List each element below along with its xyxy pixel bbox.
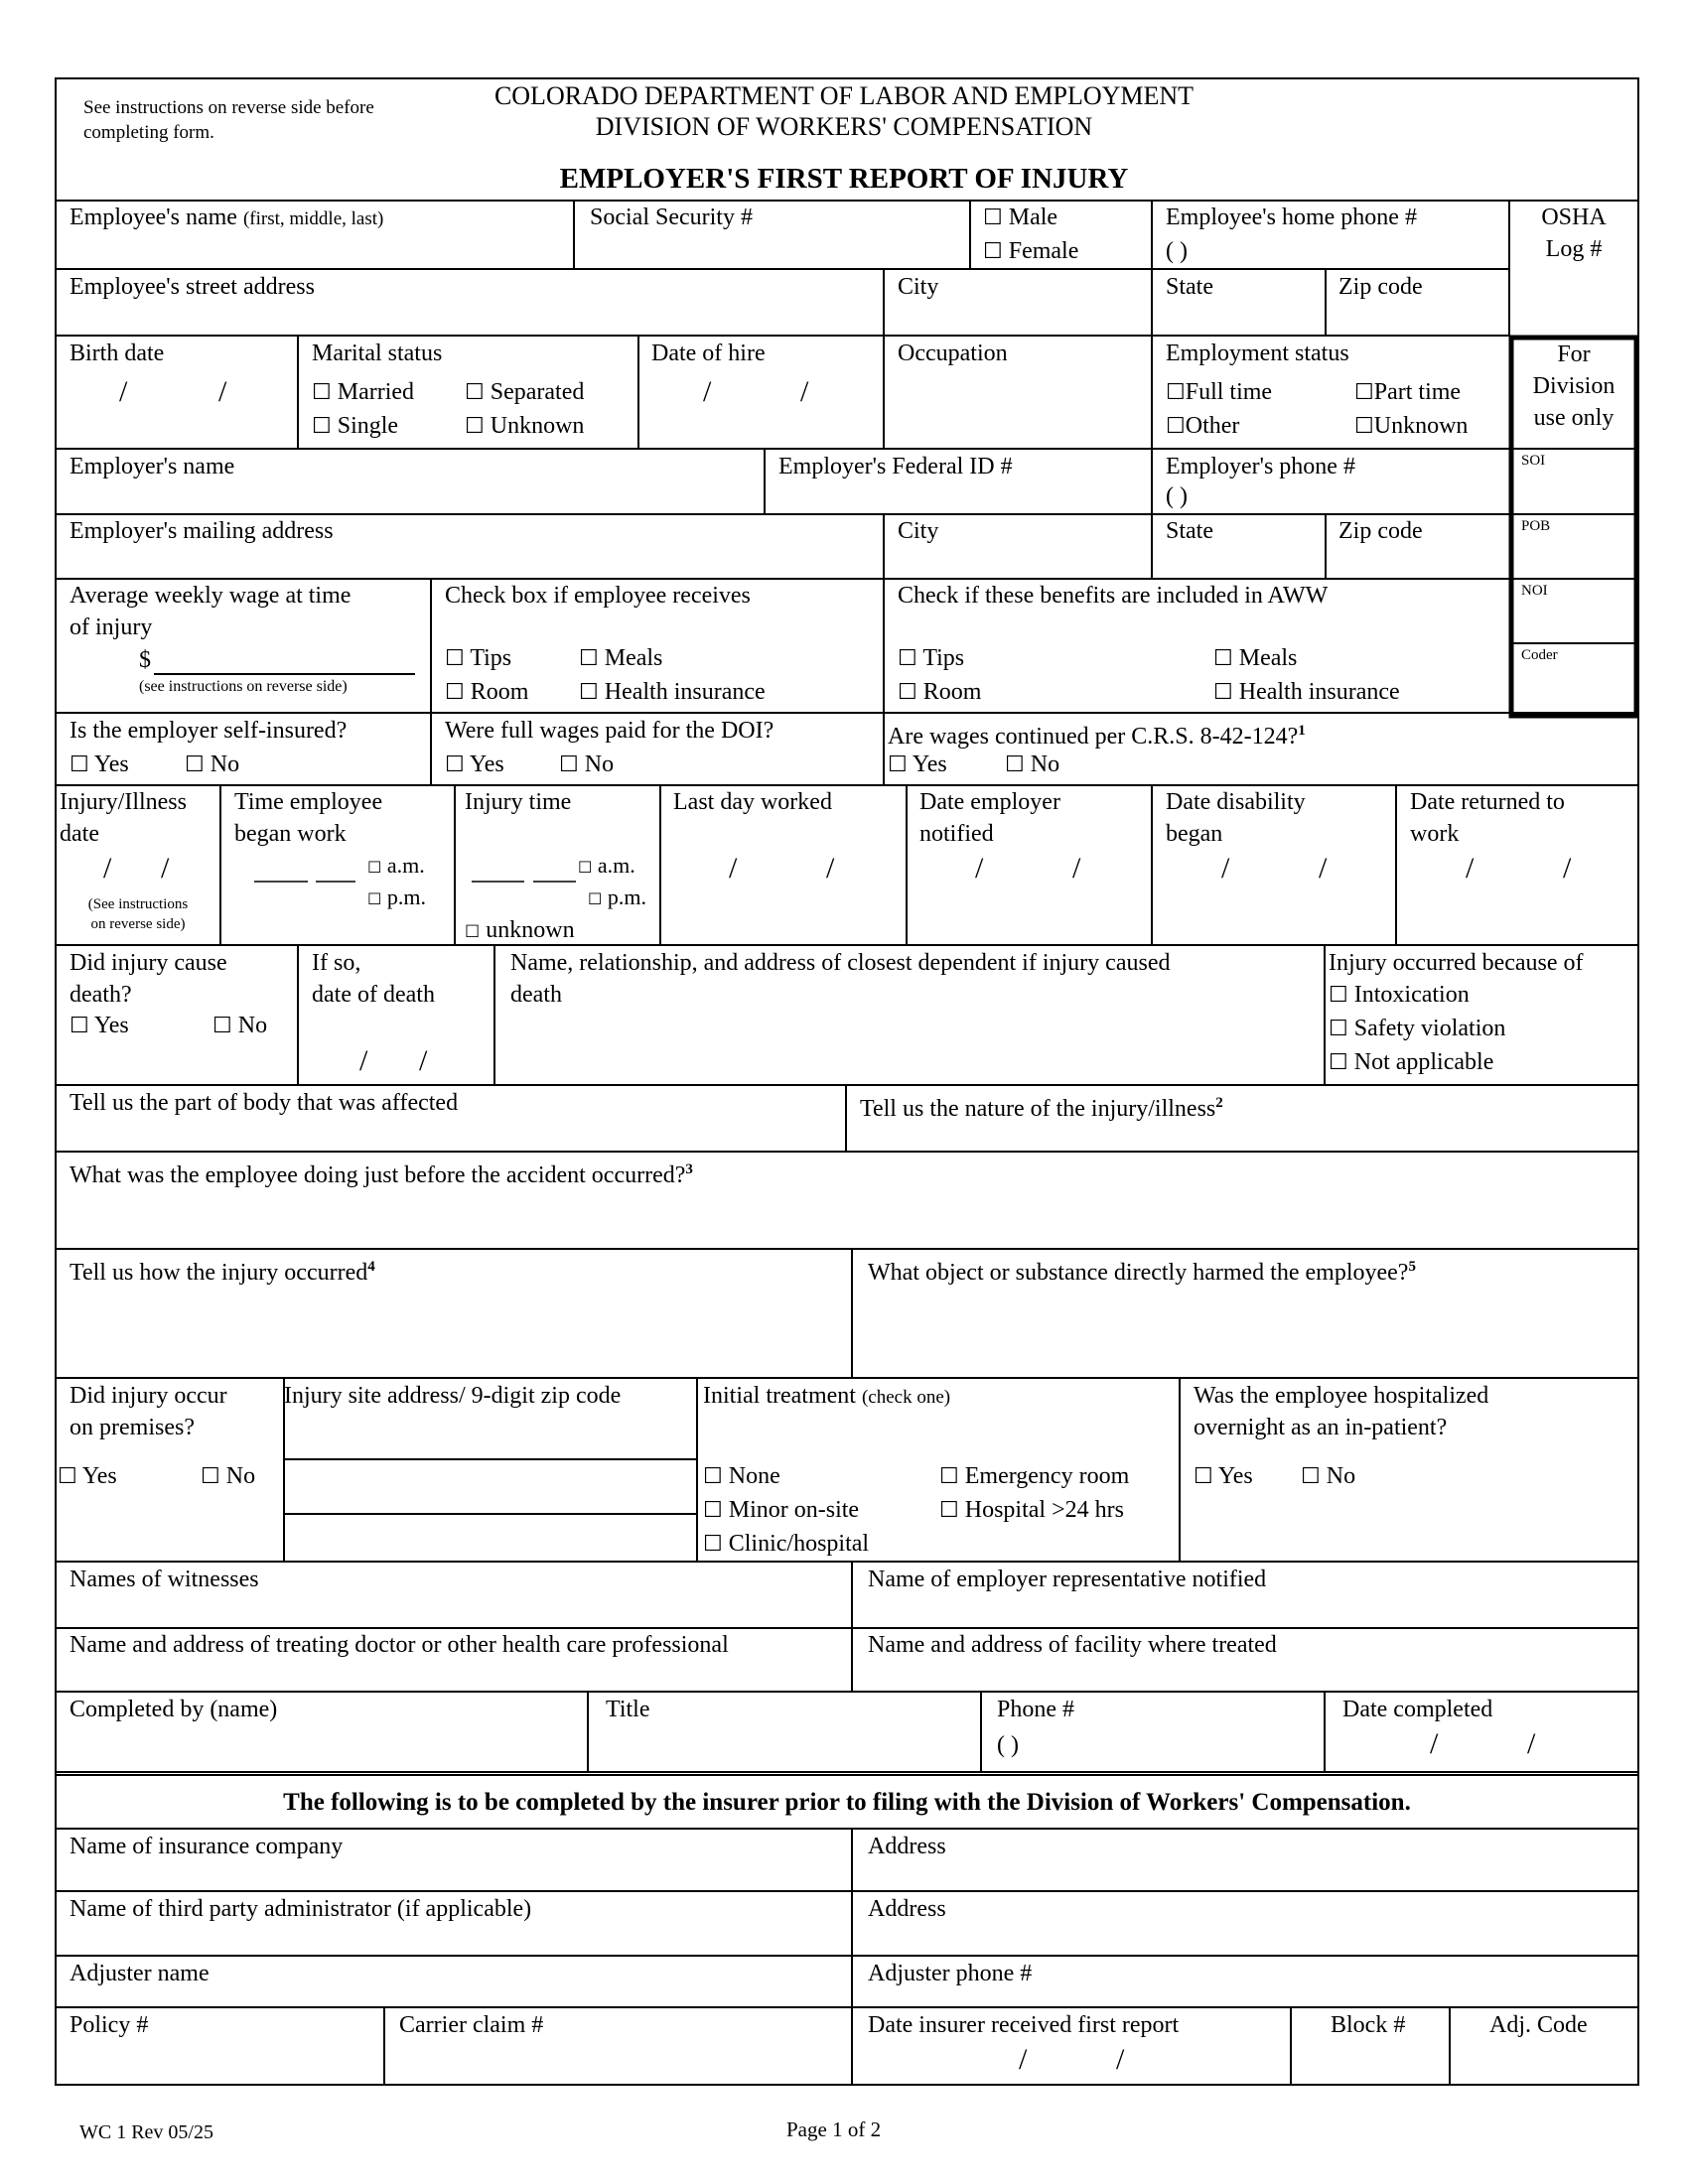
division-use-line-2: Division — [1532, 373, 1616, 399]
tpa-input[interactable] — [60, 1924, 848, 1954]
adj-code-input[interactable] — [1454, 2041, 1634, 2081]
completed-by-input[interactable] — [60, 1727, 584, 1769]
hospitalized-no-checkbox[interactable]: ☐ — [1301, 1464, 1321, 1489]
doing-input[interactable] — [60, 1187, 1634, 1245]
division-name: DIVISION OF WORKERS' COMPENSATION — [595, 112, 1093, 141]
employer-rep-input[interactable] — [856, 1594, 1634, 1626]
last-day-slash-1: / — [729, 852, 738, 885]
date-received-slash-2: / — [1116, 2043, 1125, 2076]
instructions-line-2: completing form. — [83, 122, 214, 143]
title-label: Title — [606, 1697, 650, 1722]
how-input[interactable] — [60, 1285, 848, 1374]
federal-id-input[interactable] — [769, 482, 1148, 512]
employee-zip-label: Zip code — [1338, 274, 1423, 300]
premises-yes-option[interactable]: ☐ Yes — [58, 1463, 117, 1489]
wages-continued-no-checkbox[interactable]: ☐ — [1005, 752, 1025, 777]
object-label: What object or substance directly harmed the employee?$^5$ — [868, 1259, 1416, 1286]
disability-slash-2: / — [1319, 852, 1328, 885]
employment-other-option[interactable]: ☐Other — [1166, 413, 1240, 439]
treatment-er-option[interactable]: ☐ Emergency room — [939, 1463, 1130, 1489]
injury-site-line-2[interactable] — [288, 1463, 693, 1511]
death-yes-option[interactable]: ☐ Yes — [70, 1013, 129, 1038]
page-title: EMPLOYER'S FIRST REPORT OF INJURY — [559, 163, 1129, 195]
not-applicable-checkbox[interactable]: ☐ — [1329, 1050, 1348, 1075]
completer-phone-label: Phone # — [997, 1697, 1074, 1722]
last-day-slash-2: / — [826, 852, 835, 885]
aww-room-checkbox[interactable]: ☐ — [898, 680, 917, 705]
employer-city-label: City — [898, 518, 939, 544]
death-date-label-2: date of death — [312, 982, 435, 1008]
injury-time-label: Injury time — [465, 789, 572, 815]
insurer-address-label: Address — [868, 1834, 946, 1859]
treatment-hospital24-checkbox[interactable]: ☐ — [939, 1498, 959, 1523]
title-input[interactable] — [592, 1727, 977, 1769]
full-wages-no-checkbox[interactable]: ☐ — [559, 752, 579, 777]
nature-label: Tell us the nature of the injury/illness$^2$ — [860, 1095, 1223, 1122]
street-address-input[interactable] — [60, 302, 880, 334]
death-no-checkbox[interactable]: ☐ — [212, 1014, 232, 1038]
aww-label-line-1: Average weekly wage at time — [70, 583, 352, 609]
included-aww-label: Check if these benefits are included in AWW — [898, 583, 1329, 609]
date-received-label: Date insurer received first report — [868, 2012, 1180, 2038]
policy-input[interactable] — [60, 2041, 381, 2081]
disability-slash-1: / — [1221, 852, 1230, 885]
employer-mailing-input[interactable] — [60, 546, 880, 576]
began-work-label-2: began work — [234, 821, 347, 847]
marital-single-option[interactable]: ☐ Single — [312, 413, 399, 439]
self-insured-yes-option[interactable]: ☐ Yes — [70, 751, 129, 777]
employer-name-input[interactable] — [60, 482, 761, 512]
other-checkbox[interactable]: ☐ — [1166, 414, 1186, 439]
carrier-claim-label: Carrier claim # — [399, 2012, 544, 2038]
insurer-heading: The following is to be completed by the insurer prior to filing with the Division of Workers' Compensation. — [283, 1789, 1411, 1816]
receives-room-option[interactable]: ☐ Room — [445, 679, 529, 705]
notified-label-2: notified — [919, 821, 994, 847]
full-wages-yes-option[interactable]: ☐ Yes — [445, 751, 504, 777]
employer-phone-label: Employer's phone # — [1166, 454, 1355, 479]
employment-full-time-option[interactable]: ☐Full time — [1166, 379, 1273, 405]
osha-log-label: Log # — [1545, 236, 1603, 262]
premises-label-1: Did injury occur — [70, 1383, 227, 1409]
injury-time-am-option[interactable]: ☐ a.m. — [578, 853, 635, 878]
hospitalized-label-1: Was the employee hospitalized — [1194, 1383, 1489, 1409]
noi-label: NOI — [1521, 583, 1548, 599]
aww-dollar-sign: $ — [139, 647, 151, 673]
body-part-input[interactable] — [60, 1118, 842, 1150]
intoxication-checkbox[interactable]: ☐ — [1329, 983, 1348, 1008]
employee-state-input[interactable] — [1156, 302, 1323, 334]
federal-id-label: Employer's Federal ID # — [778, 454, 1013, 479]
marital-unknown-checkbox[interactable]: ☐ — [465, 414, 485, 439]
marital-unknown-option[interactable]: ☐ Unknown — [465, 413, 585, 439]
dependent-label-1: Name, relationship, and address of closest dependent if injury caused — [510, 950, 1171, 976]
death-label-2: death? — [70, 982, 132, 1008]
premises-no-checkbox[interactable]: ☐ — [201, 1464, 220, 1489]
receives-health-option[interactable]: ☐ Health insurance — [579, 679, 766, 705]
disability-label-1: Date disability — [1166, 789, 1306, 815]
hire-date-slash-1: / — [703, 375, 712, 408]
injury-site-line-3[interactable] — [288, 1518, 693, 1560]
initial-treatment-label: Initial treatment (check one) — [703, 1383, 951, 1409]
insurer-address-input[interactable] — [856, 1861, 1634, 1889]
adjuster-name-label: Adjuster name — [70, 1961, 210, 1986]
last-day-worked-label: Last day worked — [673, 789, 832, 815]
married-checkbox[interactable]: ☐ — [312, 380, 332, 405]
home-phone-label: Employee's home phone # — [1166, 205, 1417, 230]
receives-room-checkbox[interactable]: ☐ — [445, 680, 465, 705]
hospitalized-yes-option[interactable]: ☐ Yes — [1194, 1463, 1253, 1489]
insurance-company-label: Name of insurance company — [70, 1834, 344, 1859]
premises-yes-checkbox[interactable]: ☐ — [58, 1464, 77, 1489]
employee-zip-input[interactable] — [1329, 302, 1505, 334]
ssn-input[interactable] — [578, 234, 967, 266]
aww-tips-option[interactable]: ☐ Tips — [898, 645, 965, 671]
date-completed-slash-1: / — [1430, 1727, 1439, 1760]
aww-label-line-2: of injury — [70, 614, 153, 640]
receives-health-checkbox[interactable]: ☐ — [579, 680, 599, 705]
witnesses-label: Names of witnesses — [70, 1567, 259, 1592]
employer-mailing-label: Employer's mailing address — [70, 518, 334, 544]
death-date-label-1: If so, — [312, 950, 361, 976]
completed-by-label: Completed by (name) — [70, 1697, 278, 1722]
date-completed-slash-2: / — [1527, 1727, 1536, 1760]
division-use-line-1: For — [1557, 341, 1591, 367]
began-work-pm-checkbox[interactable]: ☐ — [367, 889, 382, 908]
aww-note: (see instructions on reverse side) — [139, 678, 348, 695]
male-checkbox[interactable]: ☐ — [983, 205, 1003, 230]
began-work-am-option[interactable]: ☐ a.m. — [367, 853, 425, 878]
treatment-none-option[interactable]: ☐ None — [703, 1463, 780, 1489]
block-input[interactable] — [1295, 2041, 1446, 2081]
treatment-minor-checkbox[interactable]: ☐ — [703, 1498, 723, 1523]
employee-city-input[interactable] — [888, 302, 1148, 334]
employer-phone-paren: ( ) — [1166, 483, 1188, 509]
aww-input[interactable] — [157, 643, 413, 673]
death-no-option[interactable]: ☐ No — [212, 1013, 268, 1038]
doctor-label: Name and address of treating doctor or other health care professional — [70, 1632, 729, 1658]
dependent-label-2: death — [510, 982, 562, 1008]
aww-room-option[interactable]: ☐ Room — [898, 679, 982, 705]
hire-date-slash-2: / — [800, 375, 809, 408]
injury-date-slash-1: / — [103, 852, 112, 885]
block-label: Block # — [1331, 2012, 1406, 2038]
employment-part-time-option[interactable]: ☐Part time — [1354, 379, 1462, 405]
injury-date-label-2: date — [60, 821, 99, 847]
doing-label: What was the employee doing just before the accident occurred?$^3$ — [70, 1161, 693, 1188]
adjuster-name-input[interactable] — [258, 1959, 848, 2004]
aww-tips-checkbox[interactable]: ☐ — [898, 646, 917, 671]
treatment-clinic-checkbox[interactable]: ☐ — [703, 1532, 723, 1557]
division-use-line-3: use only — [1533, 405, 1615, 431]
wages-continued-yes-option[interactable]: ☐ Yes — [888, 751, 947, 777]
insurance-company-input[interactable] — [60, 1861, 848, 1889]
injury-date-note-2: on reverse side) — [90, 916, 186, 932]
marital-married-option[interactable]: ☐ Married — [312, 379, 415, 405]
self-insured-no-checkbox[interactable]: ☐ — [185, 752, 205, 777]
street-address-label: Employee's street address — [70, 274, 315, 300]
adjuster-phone-label: Adjuster phone # — [868, 1961, 1033, 1986]
because-label: Injury occurred because of — [1329, 950, 1584, 976]
occupation-input[interactable] — [888, 373, 1148, 445]
full-time-checkbox[interactable]: ☐ — [1166, 380, 1186, 405]
coder-label: Coder — [1521, 647, 1558, 663]
aww-health-option[interactable]: ☐ Health insurance — [1213, 679, 1400, 705]
began-work-am-checkbox[interactable]: ☐ — [367, 858, 382, 877]
instructions-line-1: See instructions on reverse side before — [83, 97, 374, 118]
birth-date-slash-1: / — [119, 375, 128, 408]
employer-city-input[interactable] — [888, 546, 1148, 576]
treatment-none-checkbox[interactable]: ☐ — [703, 1464, 723, 1489]
object-input[interactable] — [856, 1285, 1634, 1374]
returned-label-2: work — [1410, 821, 1460, 847]
injury-site-label: Injury site address/ 9-digit zip code — [284, 1383, 622, 1409]
marital-status-label: Marital status — [312, 341, 443, 366]
injury-date-note-1: (See instructions — [87, 896, 189, 912]
premises-label-2: on premises? — [70, 1415, 195, 1440]
hospitalized-yes-checkbox[interactable]: ☐ — [1194, 1464, 1213, 1489]
date-completed-label: Date completed — [1342, 1697, 1493, 1722]
employment-unknown-option[interactable]: ☐Unknown — [1354, 413, 1469, 439]
tpa-address-label: Address — [868, 1896, 946, 1922]
hospitalized-label-2: overnight as an in-patient? — [1194, 1415, 1448, 1440]
injury-time-am-checkbox[interactable]: ☐ — [578, 858, 593, 877]
home-phone-paren: ( ) — [1166, 238, 1188, 264]
female-checkbox[interactable]: ☐ — [983, 239, 1003, 264]
employee-state-label: State — [1166, 274, 1213, 300]
because-safety-option[interactable]: ☐ Safety violation — [1329, 1016, 1506, 1041]
began-work-label-1: Time employee — [234, 789, 383, 815]
facility-label: Name and address of facility where treated — [868, 1632, 1277, 1658]
employee-city-label: City — [898, 274, 939, 300]
completer-phone-paren: ( ) — [997, 1732, 1019, 1758]
notified-slash-1: / — [975, 852, 984, 885]
full-wages-no-option[interactable]: ☐ No — [559, 751, 615, 777]
employer-rep-label: Name of employer representative notified — [868, 1567, 1267, 1592]
self-insured-yes-checkbox[interactable]: ☐ — [70, 752, 89, 777]
employer-phone-input[interactable] — [1261, 482, 1505, 512]
receives-meals-option[interactable]: ☐ Meals — [579, 645, 663, 671]
wages-continued-no-option[interactable]: ☐ No — [1005, 751, 1060, 777]
death-date-slash-2: / — [419, 1044, 428, 1077]
treatment-minor-option[interactable]: ☐ Minor on-site — [703, 1497, 860, 1523]
aww-health-checkbox[interactable]: ☐ — [1213, 680, 1233, 705]
ssn-label: Social Security # — [590, 205, 753, 230]
adjuster-phone-input[interactable] — [1072, 1959, 1634, 2004]
injury-site-line-1[interactable] — [288, 1414, 693, 1455]
notified-label-1: Date employer — [919, 789, 1060, 815]
how-label: Tell us how the injury occurred$^4$ — [70, 1259, 375, 1286]
marital-separated-option[interactable]: ☐ Separated — [465, 379, 585, 405]
gender-male-option[interactable]: ☐ Male — [983, 205, 1058, 230]
nature-input[interactable] — [856, 1118, 1634, 1150]
pob-label: POB — [1521, 518, 1551, 534]
witnesses-input[interactable] — [60, 1594, 848, 1626]
hospitalized-no-option[interactable]: ☐ No — [1301, 1463, 1356, 1489]
body-part-label: Tell us the part of body that was affected — [70, 1090, 459, 1116]
gender-female-option[interactable]: ☐ Female — [983, 238, 1079, 264]
dependent-input[interactable] — [502, 1013, 1321, 1082]
safety-violation-checkbox[interactable]: ☐ — [1329, 1017, 1348, 1041]
employee-name-input[interactable] — [60, 234, 570, 266]
employer-name-label: Employer's name — [70, 454, 235, 479]
treatment-er-checkbox[interactable]: ☐ — [939, 1464, 959, 1489]
wages-continued-label: Are wages continued per C.R.S. 8-42-124?$^1$ — [888, 723, 1306, 750]
policy-label: Policy # — [70, 2012, 149, 2038]
aww-meals-option[interactable]: ☐ Meals — [1213, 645, 1298, 671]
injury-date-label-1: Injury/Illness — [60, 789, 187, 815]
injury-time-pm-checkbox[interactable]: ☐ — [588, 889, 603, 908]
doctor-input[interactable] — [60, 1660, 848, 1690]
because-intoxication-option[interactable]: ☐ Intoxication — [1329, 982, 1470, 1008]
department-name: COLORADO DEPARTMENT OF LABOR AND EMPLOYMENT — [493, 81, 1195, 110]
tpa-address-input[interactable] — [856, 1924, 1634, 1954]
returned-slash-1: / — [1466, 852, 1475, 885]
death-date-slash-1: / — [359, 1044, 368, 1077]
injury-date-slash-2: / — [161, 852, 170, 885]
receives-label: Check box if employee receives — [445, 583, 751, 609]
separated-checkbox[interactable]: ☐ — [465, 380, 485, 405]
receives-meals-checkbox[interactable]: ☐ — [579, 646, 599, 671]
facility-input[interactable] — [856, 1660, 1634, 1690]
injury-time-unknown-checkbox[interactable]: ☐ — [465, 922, 481, 942]
treatment-clinic-option[interactable]: ☐ Clinic/hospital — [703, 1531, 870, 1557]
employer-state-label: State — [1166, 518, 1213, 544]
receives-tips-checkbox[interactable]: ☐ — [445, 646, 465, 671]
part-time-checkbox[interactable]: ☐ — [1354, 380, 1374, 405]
notified-slash-2: / — [1072, 852, 1081, 885]
tpa-label: Name of third party administrator (if applicable) — [70, 1896, 532, 1922]
hire-date-label: Date of hire — [651, 341, 766, 366]
premises-no-option[interactable]: ☐ No — [201, 1463, 256, 1489]
receives-tips-option[interactable]: ☐ Tips — [445, 645, 512, 671]
disability-label-2: began — [1166, 821, 1223, 847]
death-yes-checkbox[interactable]: ☐ — [70, 1014, 89, 1038]
death-label-1: Did injury cause — [70, 950, 227, 976]
home-phone-input[interactable] — [1261, 236, 1505, 266]
birth-date-slash-2: / — [218, 375, 227, 408]
injury-time-pm-option[interactable]: ☐ p.m. — [588, 885, 646, 909]
full-wages-yes-checkbox[interactable]: ☐ — [445, 752, 465, 777]
wages-continued-yes-checkbox[interactable]: ☐ — [888, 752, 908, 777]
osha-label: OSHA — [1541, 205, 1607, 230]
date-received-slash-1: / — [1019, 2043, 1028, 2076]
full-wages-label: Were full wages paid for the DOI? — [445, 718, 774, 744]
employee-name-label: Employee's name (first, middle, last) — [70, 205, 384, 230]
self-insured-no-option[interactable]: ☐ No — [185, 751, 240, 777]
began-work-pm-option[interactable]: ☐ p.m. — [367, 885, 426, 909]
carrier-claim-input[interactable] — [389, 2041, 848, 2081]
employer-zip-label: Zip code — [1338, 518, 1423, 544]
page-number: Page 1 of 2 — [786, 2117, 882, 2141]
adj-code-label: Adj. Code — [1489, 2012, 1588, 2038]
injury-time-unknown-option[interactable]: ☐ unknown — [465, 917, 575, 943]
aww-meals-checkbox[interactable]: ☐ — [1213, 646, 1233, 671]
treatment-hospital24-option[interactable]: ☐ Hospital >24 hrs — [939, 1497, 1124, 1523]
employer-zip-input[interactable] — [1329, 546, 1505, 576]
returned-slash-2: / — [1563, 852, 1572, 885]
employer-state-input[interactable] — [1156, 546, 1323, 576]
returned-label-1: Date returned to — [1410, 789, 1565, 815]
self-insured-label: Is the employer self-insured? — [70, 718, 348, 744]
birth-date-label: Birth date — [70, 341, 165, 366]
occupation-label: Occupation — [898, 341, 1008, 366]
form-id: WC 1 Rev 05/25 — [79, 2121, 213, 2143]
soi-label: SOI — [1521, 453, 1546, 469]
employment-unknown-checkbox[interactable]: ☐ — [1354, 414, 1374, 439]
completer-phone-input[interactable] — [1092, 1727, 1321, 1769]
because-not-applicable-option[interactable]: ☐ Not applicable — [1329, 1049, 1494, 1075]
single-checkbox[interactable]: ☐ — [312, 414, 332, 439]
employment-status-label: Employment status — [1166, 341, 1349, 366]
